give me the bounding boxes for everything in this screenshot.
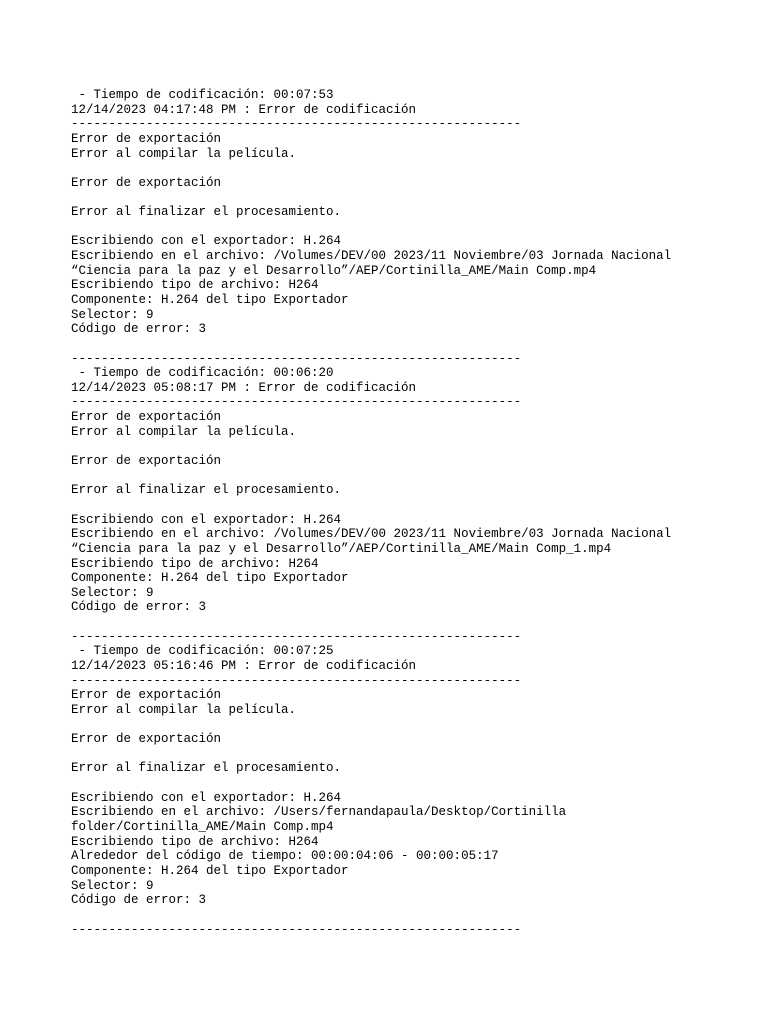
blank-line [71,615,671,630]
error-log [71,88,671,937]
log-line: Error al compilar la película. [71,424,297,439]
error-code-line: Código de error: 3 [71,893,207,908]
log-line: Error de exportación [71,688,222,703]
blank-line [71,498,671,513]
log-line: Componente: H.264 del tipo Exportador [71,292,349,307]
log-line: Error al compilar la película. [71,702,297,717]
error-code-line: Código de error: 3 [71,600,207,615]
blank-line [71,776,671,791]
blank-line [71,190,671,205]
blank-line [71,439,671,454]
log-line: Error al finalizar el procesamiento. [71,761,342,776]
blank-line [71,718,671,733]
log-line: “Ciencia para la paz y el Desarrollo”/AEP/Cortinilla_AME/Main Comp.mp4 [71,263,597,278]
log-line: Componente: H.264 del tipo Exportador [71,571,349,586]
log-line: Error de exportación [71,454,222,469]
log-line: Escribiendo en el archivo: /Volumes/DEV/00 2023/11 Noviembre/03 Jornada Nacional [71,527,672,542]
log-line: Escribiendo tipo de archivo: H264 [71,556,319,571]
error-code-line: Código de error: 3 [71,322,207,337]
encoding-time-line: - Tiempo de codificación: 00:07:53 [71,88,334,102]
separator-line: ------------------------------------------------------------ [71,629,522,644]
log-line: Escribiendo con el exportador: H.264 [71,512,342,527]
separator-line: ------------------------------------------------------------ [71,922,522,937]
blank-line [71,161,671,176]
error-timestamp-line: 12/14/2023 05:16:46 PM : Error de codificación [71,658,417,673]
log-line: Error al finalizar el procesamiento. [71,483,342,498]
separator-line: ------------------------------------------------------------ [71,395,522,410]
log-line: Error de exportación [71,131,222,146]
blank-line [71,469,671,484]
encoding-time-line: - Tiempo de codificación: 00:06:20 [71,366,334,381]
log-line: Error de exportación [71,410,222,425]
log-line: Error de exportación [71,732,222,747]
log-line: Escribiendo tipo de archivo: H264 [71,834,319,849]
error-timestamp-line: 12/14/2023 05:08:17 PM : Error de codificación [71,380,417,395]
encoding-time-line: - Tiempo de codificación: 00:07:25 [71,644,334,659]
log-line: Selector: 9 [71,585,154,600]
log-line: Escribiendo con el exportador: H.264 [71,234,342,249]
log-line: Error al compilar la película. [71,146,297,161]
log-line: folder/Cortinilla_AME/Main Comp.mp4 [71,820,334,835]
log-line: Error al finalizar el procesamiento. [71,205,342,220]
blank-line [71,337,671,352]
log-line: Selector: 9 [71,878,154,893]
log-line: Componente: H.264 del tipo Exportador [71,863,349,878]
blank-line [71,220,671,235]
log-line: Alrededor del código de tiempo: 00:00:04:06 - 00:00:05:17 [71,849,499,864]
log-line: Escribiendo en el archivo: /Users/fernandapaula/Desktop/Cortinilla [71,805,567,820]
log-line: Selector: 9 [71,307,154,322]
blank-line [71,908,671,923]
log-line: “Ciencia para la paz y el Desarrollo”/AEP/Cortinilla_AME/Main Comp_1.mp4 [71,541,612,556]
log-line: Escribiendo en el archivo: /Volumes/DEV/00 2023/11 Noviembre/03 Jornada Nacional [71,249,672,264]
log-line: Escribiendo tipo de archivo: H264 [71,278,319,293]
blank-line [71,747,671,762]
separator-line: ------------------------------------------------------------ [71,117,522,132]
separator-line: ------------------------------------------------------------ [71,673,522,688]
log-line: Escribiendo con el exportador: H.264 [71,790,342,805]
error-timestamp-line: 12/14/2023 04:17:48 PM : Error de codificación [71,102,417,117]
separator-line: ------------------------------------------------------------ [71,351,522,366]
log-line: Error de exportación [71,175,222,190]
